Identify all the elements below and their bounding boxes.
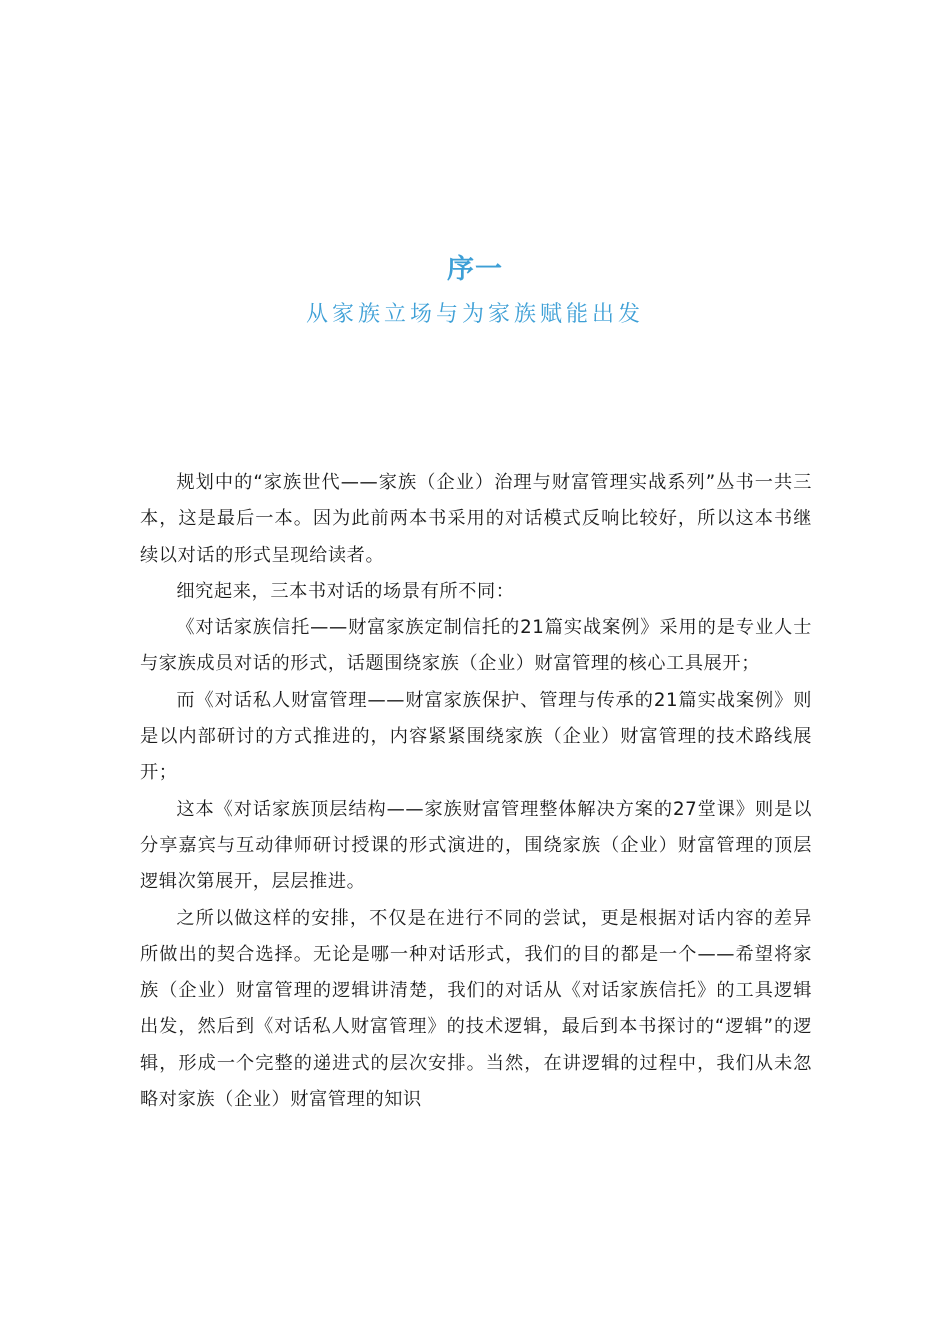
paragraph: 细究起来，三本书对话的场景有所不同： [176, 580, 515, 602]
paragraph: 《对话家族信托——财富家族定制信托的21篇实战案例》采用的是专业人士与家族成员对话的形式，话题围绕家族（企业）财富管理的核心工具展开； [140, 617, 812, 675]
paragraph: 而《对话私人财富管理——财富家族保护、管理与传承的21篇实战案例》则是以内部研讨的方式推进的，内容紧紧围绕家族（企业）财富管理的技术路线展开； [140, 689, 812, 784]
preface-title: 序一 [447, 254, 503, 285]
paragraph: 这本《对话家族顶层结构——家族财富管理整体解决方案的27堂课》则是以分享嘉宾与互动律师研讨授课的形式演进的，围绕家族（企业）财富管理的顶层逻辑次第展开，层层推进。 [140, 798, 812, 893]
paragraph: 之所以做这样的安排，不仅是在进行不同的尝试，更是根据对话内容的差异所做出的契合选择。无论是哪一种对话形式，我们的目的都是一个——希望将家族（企业）财富管理的逻辑讲清楚，我们的对话从《对话家族信托》的工具逻辑出发，然后到《对话私人财富管理》的技术逻辑，最后到本书探讨的“逻辑”的逻辑，形成一个完整的递进式的层次安排。当然，在讲逻辑的过程中，我们从未忽略对家族（企业）财富管理的知识 [140, 907, 812, 1111]
preface-subtitle: 从家族立场与为家族赋能出发 [305, 302, 644, 327]
body-text [140, 465, 812, 1118]
paragraph: 规划中的“家族世代——家族（企业）治理与财富管理实战系列”丛书一共三本，这是最后一本。因为此前两本书采用的对话模式反响比较好，所以这本书继续以对话的形式呈现给读者。 [140, 472, 812, 566]
